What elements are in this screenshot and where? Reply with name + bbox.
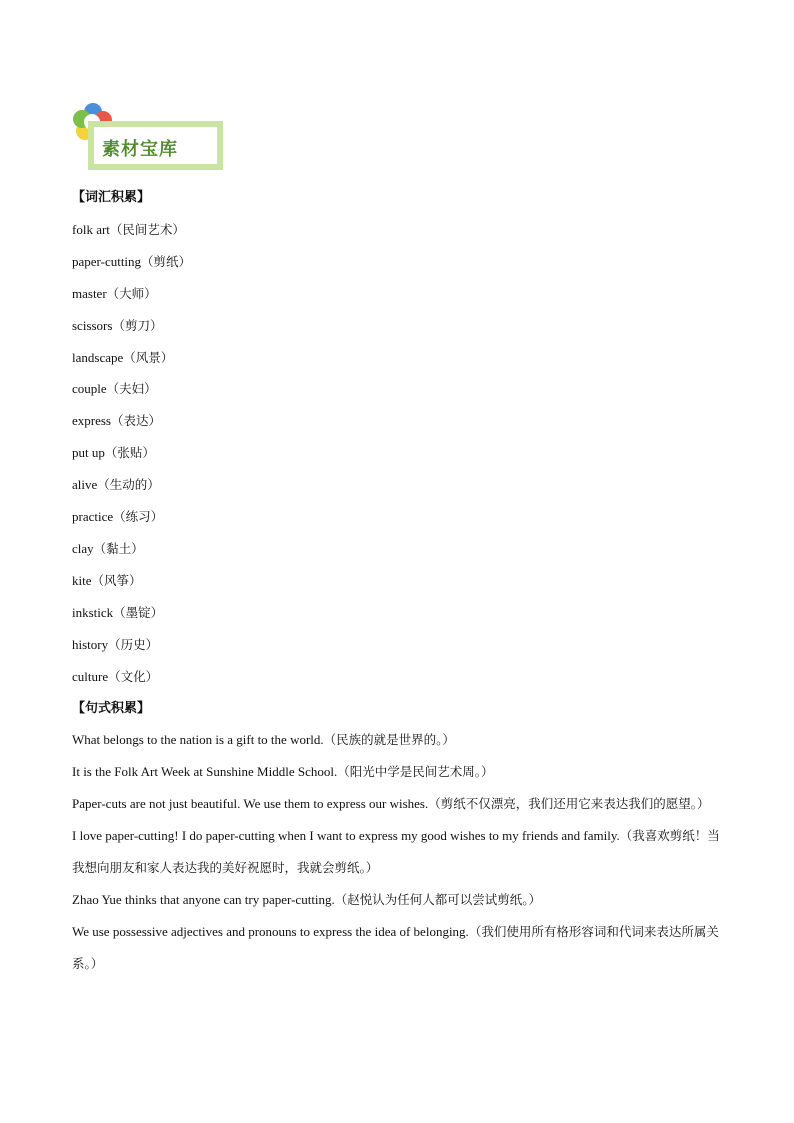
- sentence-english: What belongs to the nation is a gift to the world.: [72, 732, 324, 748]
- vocab-english: folk art: [72, 221, 110, 237]
- vocab-item: [72, 278, 727, 310]
- vocab-english: landscape: [72, 349, 124, 365]
- vocab-english: master: [72, 285, 107, 301]
- content-body: [72, 182, 727, 980]
- sentence-chinese: （赵悦认为任何人都可以尝试剪纸。）: [334, 891, 542, 907]
- sentence-chinese: （阳光中学是民间艺术周。）: [337, 764, 494, 780]
- vocab-english: culture: [72, 668, 109, 684]
- vocab-chinese: （生动的）: [97, 477, 160, 493]
- vocab-list: [72, 214, 727, 693]
- sentence-english: Zhao Yue thinks that anyone can try paper-cutting.: [72, 891, 335, 907]
- vocab-chinese: （夫妇）: [106, 381, 157, 397]
- vocab-item: [72, 342, 727, 374]
- vocab-english: put up: [72, 445, 105, 461]
- vocab-english: paper-cutting: [72, 253, 142, 269]
- sentence-item: [72, 884, 727, 916]
- vocab-item: [72, 661, 727, 693]
- vocab-chinese: （练习）: [113, 509, 164, 525]
- vocab-english: express: [72, 413, 111, 429]
- vocab-item: [72, 533, 727, 565]
- sentence-english: I love paper-cutting! I do paper-cutting when I want to express my good wishes to my friends and family.: [72, 828, 620, 844]
- vocab-chinese: （表达）: [111, 413, 162, 429]
- vocab-item: [72, 565, 727, 597]
- vocab-item: [72, 469, 727, 501]
- sentence-chinese: （我们使用所有格形容词和代词来表达所属关系。）: [72, 923, 719, 971]
- vocab-english: scissors: [72, 317, 113, 333]
- vocab-item: [72, 501, 727, 533]
- vocab-english: alive: [72, 477, 98, 493]
- sentence-heading: 【句式积累】: [72, 700, 151, 716]
- vocab-english: clay: [72, 540, 94, 556]
- vocab-chinese: （墨锭）: [113, 604, 164, 620]
- vocab-item: [72, 597, 727, 629]
- vocab-chinese: （张贴）: [104, 445, 155, 461]
- vocab-english: history: [72, 636, 109, 652]
- vocab-english: couple: [72, 381, 107, 397]
- vocab-english: inkstick: [72, 604, 114, 620]
- section-badge: [72, 101, 228, 173]
- sentence-item: [72, 756, 727, 788]
- vocab-item: [72, 214, 727, 246]
- vocab-chinese: （剪刀）: [112, 317, 163, 333]
- vocab-chinese: （民间艺术）: [109, 221, 185, 237]
- sentence-english: It is the Folk Art Week at Sunshine Middle School.: [72, 764, 338, 780]
- vocab-chinese: （历史）: [108, 636, 159, 652]
- sentence-chinese: （剪纸不仅漂亮，我们还用它来表达我们的愿望。）: [428, 796, 710, 812]
- vocab-chinese: （大师）: [106, 285, 157, 301]
- vocab-heading: 【词汇积累】: [72, 190, 151, 205]
- vocab-chinese: （黏土）: [93, 540, 144, 556]
- sentence-item: [72, 820, 727, 884]
- vocab-chinese: （剪纸）: [141, 253, 192, 269]
- sentence-item: [72, 724, 727, 756]
- vocab-english: kite: [72, 572, 92, 588]
- vocab-chinese: （风筝）: [91, 572, 142, 588]
- badge-label: 素材宝库: [102, 139, 178, 160]
- vocab-item: [72, 246, 727, 278]
- vocab-item: [72, 629, 727, 661]
- vocab-item: [72, 310, 727, 342]
- sentence-chinese: （我喜欢剪纸！当我想向朋友和家人表达我的美好祝愿时，我就会剪纸。）: [72, 828, 720, 876]
- vocab-chinese: （风景）: [123, 349, 174, 365]
- sentence-list: [72, 724, 727, 979]
- vocab-item: [72, 405, 727, 437]
- sentence-item: [72, 788, 727, 820]
- vocab-english: practice: [72, 509, 114, 525]
- sentence-item: [72, 916, 727, 980]
- vocab-item: [72, 373, 727, 405]
- sentence-english: Paper-cuts are not just beautiful. We use them to express our wishes.: [72, 796, 429, 812]
- sentence-chinese: （民族的就是世界的。）: [323, 732, 455, 748]
- sentence-english: We use possessive adjectives and pronouns to express the idea of belonging.: [72, 923, 469, 939]
- vocab-chinese: （文化）: [108, 668, 159, 684]
- vocab-item: [72, 437, 727, 469]
